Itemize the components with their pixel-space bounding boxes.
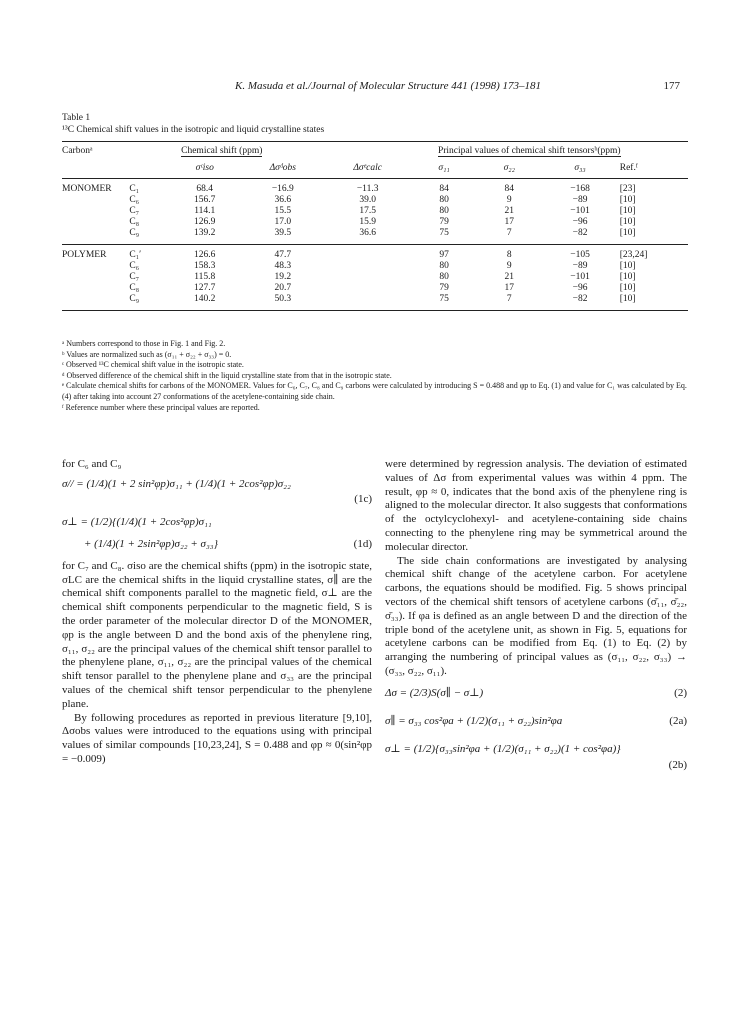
cell-s22: 84	[504, 184, 514, 194]
cell-obs: 15.5	[274, 206, 292, 216]
col-s33: σ₃₃	[574, 163, 586, 173]
cell-ref: [10]	[619, 228, 636, 238]
cell-s33: −96	[572, 283, 588, 293]
col-carbon: Carbonᵃ	[62, 146, 93, 156]
cell-calc	[319, 283, 416, 294]
cell-s33: −89	[572, 261, 588, 271]
cell-iso: 140.2	[194, 294, 216, 304]
cell-s22: 9	[506, 195, 512, 205]
table-row	[62, 228, 688, 245]
group-label	[62, 272, 129, 283]
right-paragraph-1: were determined by regression analysis. The deviation of estimated values of Δσ from experimental values was within 4 ppm. The result, φp ≈ 0, indicates that the bond axis of the phenylene ring is aligned to the molecular director. It also suggests that conformations of the octylcyclohexyl- and acetylene-containing side chains connecting to the phenylene ring may be symmetrical around the molecular director.	[385, 458, 687, 553]
equation-2: Δσ = (2/3)S(σ∥ − σ⊥) (2)	[385, 686, 687, 699]
cell-s22: 17	[504, 217, 514, 227]
carbon-label: C₁′	[129, 250, 142, 260]
carbon-label: C₇	[129, 206, 140, 216]
equation-2a: σ∥ = σ₃₃ cos²φa + (1/2)(σ₁₁ + σ₂₂)sin²φa (2a)	[385, 714, 687, 727]
table-notes	[62, 339, 688, 413]
table-row	[62, 195, 688, 206]
table-caption	[62, 112, 324, 136]
col-s22: σ₂₂	[503, 163, 515, 173]
cell-calc	[319, 294, 416, 311]
table-row	[62, 283, 688, 294]
cell-ref: [10]	[619, 272, 636, 282]
cell-iso: 156.7	[194, 195, 216, 205]
cell-ref: [10]	[619, 283, 636, 293]
cell-s33: −96	[572, 217, 588, 227]
cell-s11: 80	[439, 261, 449, 271]
group-label	[62, 228, 129, 245]
equation-2b: σ⊥ = (1/2){σ₃₃sin²φa + (1/2)(σ₁₁ + σ₂₂)(1 + cos²φa)} (2b)	[385, 742, 687, 771]
cell-ref: [10]	[619, 206, 636, 216]
cell-calc: −11.3	[356, 184, 379, 194]
group-label	[62, 217, 129, 228]
carbon-label: C₆	[129, 261, 140, 271]
cell-obs: −16.9	[271, 184, 294, 194]
note-c: ᶜ Observed ¹³C chemical shift value in the isotropic state.	[62, 360, 244, 370]
note-d: ᵈ Observed difference of the chemical shift in the liquid crystalline state from that in the isotropic state.	[62, 370, 392, 380]
cell-s22: 7	[506, 228, 512, 238]
cell-obs: 36.6	[274, 195, 292, 205]
group-label	[62, 195, 129, 206]
cell-iso: 68.4	[196, 184, 214, 194]
note-a: ᵃ Numbers correspond to those in Fig. 1 and Fig. 2.	[62, 339, 226, 348]
cell-s11: 80	[439, 206, 449, 216]
cell-calc: 15.9	[359, 217, 376, 227]
equation-1c: σ// = (1/4)(1 + 2 sin²φp)σ₁₁ + (1/4)(1 + 2cos²φp)σ₂₂ (1c)	[62, 477, 372, 505]
col-s11: σ₁₁	[438, 163, 450, 173]
cell-s33: −101	[570, 206, 590, 216]
cell-s11: 79	[439, 283, 449, 293]
table-row	[62, 261, 688, 272]
right-column	[385, 458, 687, 781]
cell-obs: 17.0	[274, 217, 292, 227]
carbon-label: C₆	[129, 195, 140, 205]
equation-1d-line2: + (1/4)(1 + 2sin²φp)σ₂₂ + σ₃₃} (1d)	[84, 537, 372, 550]
page-number: 177	[663, 80, 680, 92]
table-row	[62, 245, 688, 262]
cell-iso: 126.9	[194, 217, 216, 227]
group-label	[62, 294, 129, 311]
cell-s33: −89	[572, 195, 588, 205]
cell-s22: 7	[506, 294, 512, 304]
cell-s33: −101	[570, 272, 590, 282]
cell-s33: −105	[570, 250, 590, 260]
cell-iso: 114.1	[194, 206, 216, 216]
cell-s11: 80	[439, 272, 449, 282]
group-label: POLYMER	[62, 250, 107, 260]
group-label	[62, 206, 129, 217]
cell-s22: 21	[504, 272, 514, 282]
equation-1d-line1: σ⊥ = (1/2){(1/4)(1 + 2cos²φp)σ₁₁	[62, 515, 212, 528]
carbon-label: C₁	[129, 184, 140, 194]
cell-s33: −168	[570, 184, 590, 194]
cell-iso: 126.6	[194, 250, 216, 260]
cell-s11: 79	[439, 217, 449, 227]
cell-ref: [23]	[619, 184, 636, 194]
left-column	[62, 458, 372, 767]
group-label	[62, 283, 129, 294]
carbon-label: C₇	[129, 272, 140, 282]
cell-s11: 80	[439, 195, 449, 205]
cell-calc	[319, 261, 416, 272]
cell-iso: 139.2	[194, 228, 216, 238]
table-title: ¹³C Chemical shift values in the isotropic and liquid crystalline states	[62, 125, 325, 135]
cell-s33: −82	[572, 228, 588, 238]
note-f: ᶠ Reference number where these principal values are reported.	[62, 402, 260, 412]
cell-s33: −82	[572, 294, 588, 304]
group-label: MONOMER	[62, 184, 112, 194]
col-principal: Principal values of chemical shift tensorsᵇ(ppm)	[437, 146, 621, 156]
cell-s22: 17	[504, 283, 514, 293]
running-title: K. Masuda et al./Journal of Molecular Structure 441 (1998) 173–181	[235, 80, 542, 92]
col-obs: Δσᵈobs	[269, 163, 296, 173]
note-e: ᵉ Calculate chemical shifts for carbons of the MONOMER. Values for C₆, C₇, C₈ and C₉ carbons were calculated by introducing S = 0.488 and φp to Eq. (1) and value for C₁ was calculated by Eq. (4) after taking into account 27 conformations of the acetylene-containing side chain.	[62, 381, 687, 401]
cell-s22: 21	[504, 206, 514, 216]
left-paragraph-2: By following procedures as reported in previous literature [9,10], Δσobs values were introduced to the equations using with principal values of similar compounds [10,23,24], S = 0.488 and φp ≈ 0(sin²φp = −0.009)	[62, 711, 372, 765]
table-row	[62, 206, 688, 217]
cell-s11: 84	[439, 184, 449, 194]
carbon-label: C₈	[129, 217, 140, 227]
table-label: Table 1	[62, 113, 91, 123]
cell-calc: 36.6	[359, 228, 376, 238]
cell-obs: 20.7	[274, 283, 292, 293]
chemical-shift-table	[62, 141, 688, 311]
cell-ref: [23,24]	[619, 250, 648, 260]
cell-s22: 9	[506, 261, 512, 271]
cell-obs: 48.3	[274, 261, 292, 271]
right-paragraph-2: The side chain conformations are investigated by analysing chemical shift change of the acetylene carbon. For acetylene carbons, the equations should be modified. Fig. 5 shows principal vectors of the chemical shift tensors of acetylene carbons (σ̄₁₁, σ̄₂₂, σ̄₃₃). If φa is defined as an angle between D and the direction of the triple bond of the acetylene unit, as shown in Fig. 5, equations for acetylene carbons can be modified from Eq. (1) to Eq. (2) by arranging the numbering of principal values as (σ₁₁, σ₂₂, σ₃₃) → (σ₃₃, σ₂₂, σ₁₁).	[385, 554, 687, 677]
table-row	[62, 294, 688, 311]
note-b: ᵇ Values are normalized such as (σ₁₁ + σ₂₂ + σ₃₃) = 0.	[62, 349, 232, 359]
left-intro: for C₆ and C₉	[62, 458, 122, 470]
cell-iso: 158.3	[194, 261, 216, 271]
cell-calc	[319, 245, 416, 262]
cell-iso: 115.8	[194, 272, 216, 282]
cell-obs: 47.7	[274, 250, 292, 260]
cell-ref: [10]	[619, 261, 636, 271]
cell-calc	[319, 272, 416, 283]
carbon-label: C₉	[129, 294, 140, 304]
group-label	[62, 261, 129, 272]
cell-s11: 75	[439, 294, 449, 304]
col-ref: Ref.ᶠ	[619, 163, 638, 173]
table-row	[62, 179, 688, 196]
cell-obs: 50.3	[274, 294, 292, 304]
cell-ref: [10]	[619, 195, 636, 205]
cell-iso: 127.7	[194, 283, 216, 293]
col-iso: σᶜiso	[195, 163, 214, 173]
carbon-label: C₈	[129, 283, 140, 293]
cell-calc: 39.0	[359, 195, 376, 205]
left-paragraph-1: for C₇ and C₈. σiso are the chemical shifts (ppm) in the isotropic state, σLC are the chemical shifts in the liquid crystalline states, σ∥ are the chemical shift components parallel to the magnetic field, σ⊥ are the chemical shift components perpendicular to the magnetic field, S is the order parameter of the molecular director D of the MONOMER, φp is the angle between D and the bond axis of the phenylene ring, σ₁₁, σ₂₂ are the principal values of the chemical shift tensor parallel to the phenylene plane, σ₁₁, σ₂₂ are the principal values of the chemical shift tensor parallel to the phenylene plane and σ₃₃ are the principal values of the chemical shift tensor perpendicular to the phenylene plane.	[62, 559, 372, 710]
cell-calc: 17.5	[359, 206, 376, 216]
cell-obs: 19.2	[274, 272, 292, 282]
carbon-label: C₉	[129, 228, 140, 238]
cell-s11: 97	[439, 250, 449, 260]
col-calc: Δσᵉcalc	[353, 163, 382, 173]
cell-s11: 75	[439, 228, 449, 238]
col-chem-shift: Chemical shift (ppm)	[181, 146, 263, 156]
cell-obs: 39.5	[274, 228, 292, 238]
cell-ref: [10]	[619, 217, 636, 227]
cell-s22: 8	[506, 250, 512, 260]
table-row	[62, 217, 688, 228]
table-row	[62, 272, 688, 283]
cell-ref: [10]	[619, 294, 636, 304]
